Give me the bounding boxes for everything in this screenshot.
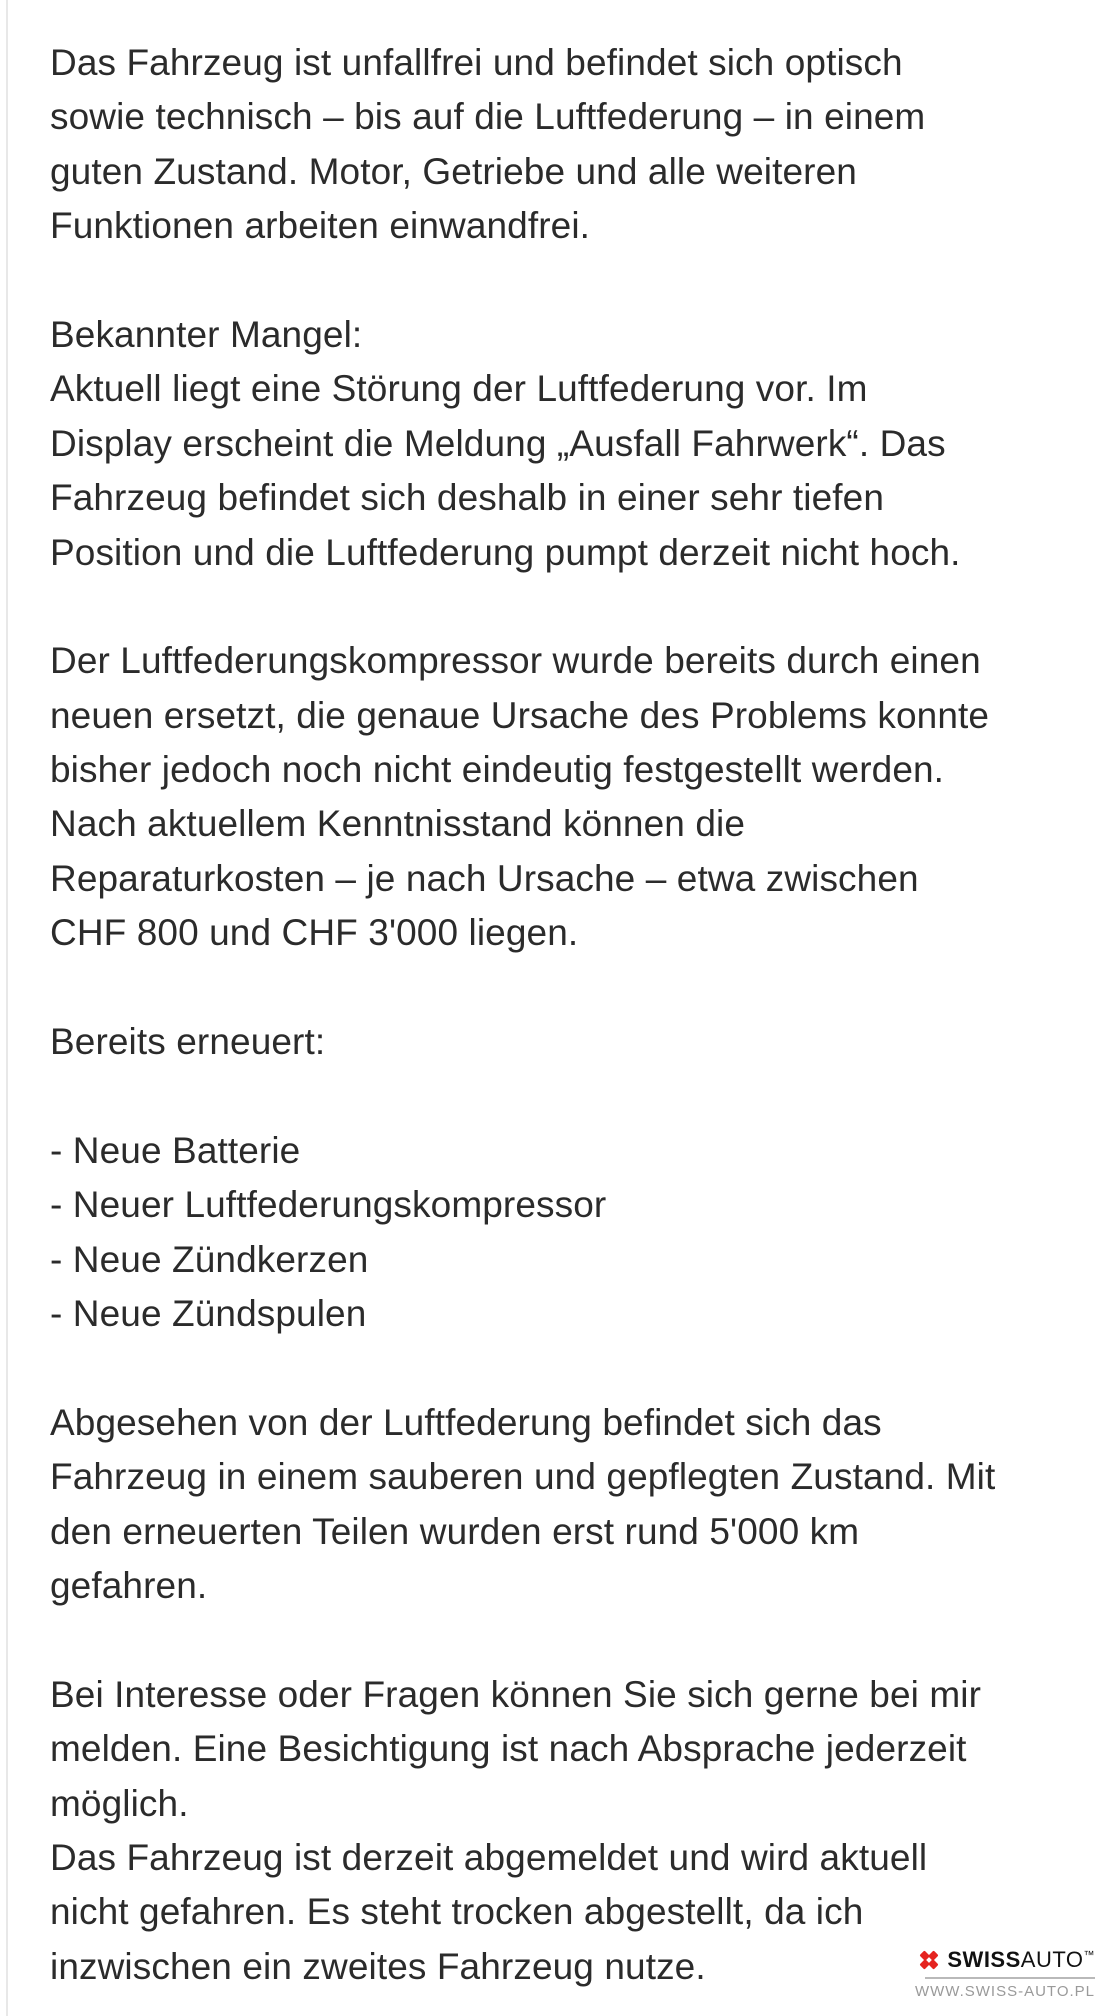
paragraph-condition — [50, 36, 1090, 254]
watermark-trademark: ™ — [1083, 1949, 1095, 1962]
text-line: Fahrzeug befindet sich deshalb in einer sehr tiefen — [50, 477, 885, 519]
text-line: inzwischen ein zweites Fahrzeug nutze. — [50, 1945, 706, 1987]
text-line: melden. Eine Besichtigung ist nach Absprache jederzeit — [50, 1728, 967, 1770]
list-item: - Neuer Luftfederungskompressor — [50, 1184, 607, 1226]
text-line: Nach aktuellem Kenntnisstand können die — [50, 803, 746, 845]
text-line: möglich. — [50, 1782, 189, 1824]
list-item: - Neue Batterie — [50, 1129, 301, 1171]
paragraph-gap — [50, 961, 1090, 1015]
paragraph-known-defect — [50, 308, 1090, 580]
watermark-brand-regular: AUTO — [1020, 1946, 1084, 1972]
text-line: Das Fahrzeug ist derzeit abgemeldet und wird aktuell — [50, 1836, 928, 1878]
left-border — [6, 0, 8, 2016]
paragraph-gap — [50, 254, 1090, 308]
text-line: Abgesehen von der Luftfederung befindet sich das — [50, 1401, 882, 1443]
text-line: Display erscheint die Meldung „Ausfall Fahrwerk“. Das — [50, 422, 946, 464]
text-line: Funktionen arbeiten einwandfrei. — [50, 205, 591, 247]
paragraph-compressor — [50, 634, 1090, 960]
text-line: gefahren. — [50, 1564, 208, 1606]
swissauto-watermark — [909, 1942, 1095, 2004]
text-line: Das Fahrzeug ist unfallfrei und befindet sich optisch — [50, 42, 903, 83]
text-line: neuen ersetzt, die genaue Ursache des Problems konnte — [50, 694, 990, 736]
text-line: Reparaturkosten – je nach Ursache – etwa zwischen — [50, 857, 919, 899]
text-line: Aktuell liegt eine Störung der Luftfederung vor. Im — [50, 368, 868, 410]
paragraph-renewed-heading — [50, 1015, 1090, 1069]
watermark-brand-row — [917, 1947, 1095, 1973]
watermark-brand — [947, 1947, 1095, 1973]
text-line: Position und die Luftfederung pumpt derzeit nicht hoch. — [50, 531, 961, 573]
renewed-parts-list — [50, 1124, 1090, 1342]
text-line: Bei Interesse oder Fragen können Sie sich gerne bei mir — [50, 1673, 982, 1715]
text-line: CHF 800 und CHF 3'000 liegen. — [50, 912, 579, 954]
list-item: - Neue Zündspulen — [50, 1292, 367, 1334]
section-heading: Bereits erneuert: — [50, 1021, 326, 1063]
text-line: bisher jedoch noch nicht eindeutig festgestellt werden. — [50, 749, 945, 791]
text-line: nicht gefahren. Es steht trocken abgestellt, da ich — [50, 1891, 864, 1933]
paragraph-gap — [50, 1613, 1090, 1667]
text-line: Fahrzeug in einem sauberen und gepflegten Zustand. Mit — [50, 1456, 996, 1498]
paragraph-gap — [50, 1069, 1090, 1123]
watermark-brand-bold: SWISS — [947, 1946, 1021, 1972]
text-line: Der Luftfederungskompressor wurde bereits durch einen — [50, 640, 981, 682]
description-text — [50, 36, 1090, 1994]
watermark-divider — [925, 1977, 1095, 1979]
paragraph-gap — [50, 1341, 1090, 1395]
paragraph-overall-condition — [50, 1396, 1090, 1614]
swiss-cross-icon — [917, 1948, 941, 1972]
text-line: den erneuerten Teilen wurden erst rund 5'000 km — [50, 1510, 860, 1552]
paragraph-gap — [50, 580, 1090, 634]
watermark-url: WWW.SWISS-AUTO.PL — [914, 1982, 1095, 2000]
list-item: - Neue Zündkerzen — [50, 1238, 369, 1280]
section-heading: Bekannter Mangel: — [50, 313, 363, 355]
text-line: guten Zustand. Motor, Getriebe und alle weiteren — [50, 150, 857, 192]
text-line: sowie technisch – bis auf die Luftfederung – in einem — [50, 96, 926, 138]
